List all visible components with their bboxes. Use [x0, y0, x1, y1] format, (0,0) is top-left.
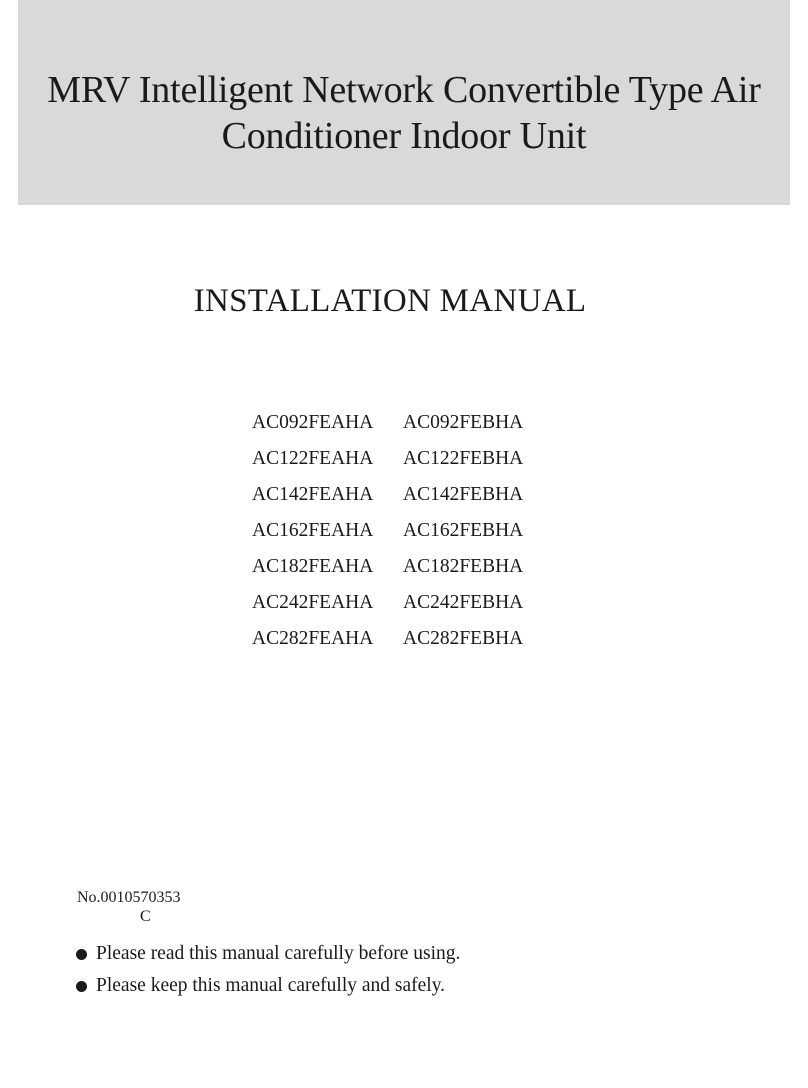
- model-row: [252, 441, 543, 477]
- bullet-icon: [76, 949, 87, 960]
- model-row: [252, 477, 543, 513]
- model-code-a: AC182FEAHA: [252, 556, 374, 577]
- note-text: Please read this manual carefully before using.: [96, 943, 461, 964]
- note-item: [76, 938, 460, 970]
- model-code-b: AC162FEBHA: [403, 520, 524, 541]
- model-row: [252, 621, 543, 657]
- note-text: Please keep this manual carefully and safely.: [96, 975, 446, 996]
- model-code-a: AC282FEAHA: [252, 628, 374, 649]
- model-code-a: AC092FEAHA: [252, 412, 374, 433]
- title-banner: [18, 0, 790, 205]
- model-row: [252, 405, 543, 441]
- model-code-a: AC242FEAHA: [252, 592, 374, 613]
- model-row: [252, 585, 543, 621]
- model-row: [252, 513, 543, 549]
- model-row: [252, 549, 543, 585]
- model-code-b: AC242FEBHA: [403, 592, 524, 613]
- model-code-a: AC142FEAHA: [252, 484, 374, 505]
- model-code-a: AC122FEAHA: [252, 448, 374, 469]
- model-list: [252, 405, 543, 657]
- product-title-line-1: MRV Intelligent Network Convertible Type Air: [47, 69, 761, 111]
- document-revision: C: [140, 908, 151, 925]
- model-code-b: AC182FEBHA: [403, 556, 524, 577]
- bullet-icon: [76, 981, 87, 992]
- manual-heading: INSTALLATION MANUAL: [193, 283, 587, 319]
- note-item: [76, 970, 460, 1002]
- document-number: No.0010570353: [77, 889, 181, 906]
- model-code-b: AC092FEBHA: [403, 412, 524, 433]
- model-code-b: AC282FEBHA: [403, 628, 524, 649]
- model-code-b: AC142FEBHA: [403, 484, 524, 505]
- model-code-b: AC122FEBHA: [403, 448, 524, 469]
- model-code-a: AC162FEAHA: [252, 520, 374, 541]
- usage-notes: [76, 938, 460, 1002]
- product-title-line-2: Conditioner Indoor Unit: [221, 115, 587, 157]
